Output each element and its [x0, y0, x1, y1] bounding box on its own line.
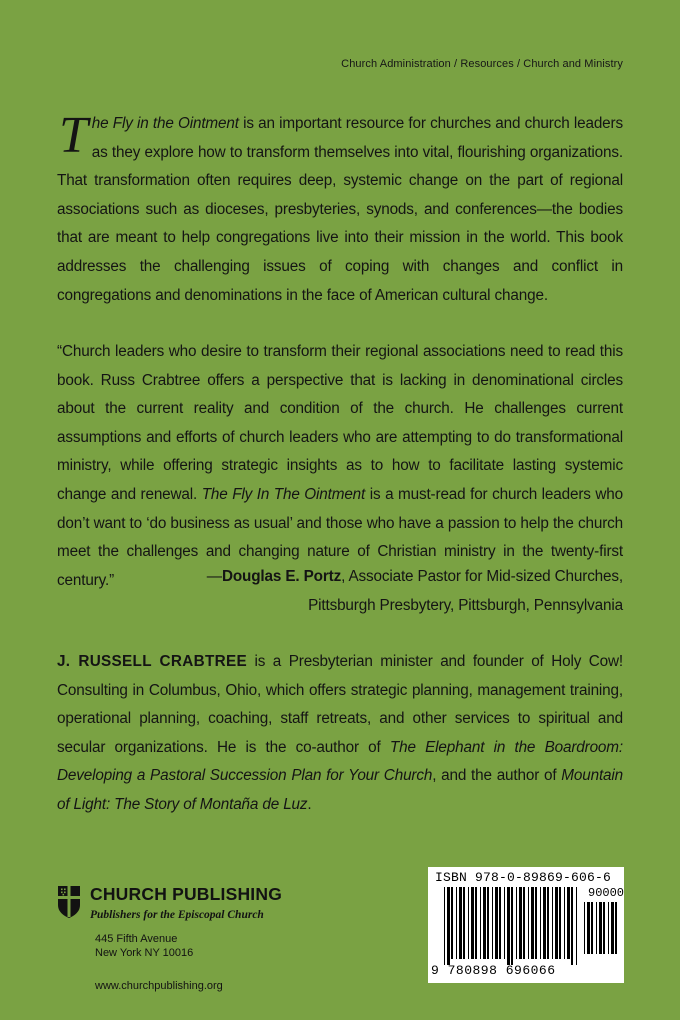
barcode-bar — [463, 887, 465, 959]
barcode-bar — [611, 902, 614, 954]
barcode-bar — [459, 887, 462, 959]
attribution-line-1 — [207, 562, 623, 591]
bio-text-2: , and the author of — [432, 767, 562, 785]
book-title: he Fly in the Ointment — [91, 115, 239, 132]
barcode-bar — [599, 902, 602, 954]
bio-text-1: is a Presbyterian minister and founder of Holy Cow! Consulting in Columbus, Ohio, which offers strategic planning, management training, operational planning, coaching, staff retreats, and other services to spiritual and secular organizations. He is the co-author of — [57, 653, 623, 756]
barcode-bar — [475, 887, 477, 959]
endorser-name: Douglas E. Portz — [221, 568, 342, 585]
barcode-bar — [528, 887, 529, 959]
barcode-bar — [516, 887, 517, 959]
book-description — [57, 107, 623, 310]
barcode-bar — [504, 887, 505, 959]
bio-text-3: . — [307, 795, 312, 813]
barcode-bar — [495, 887, 498, 959]
barcode-bar — [471, 887, 474, 959]
barcode-bar — [608, 902, 609, 954]
barcode-bar — [483, 887, 486, 959]
description-body: is an important resource for churches and church leaders as they explore how to transform themselves into vital, flourishing organizations. That transformation often requires deep, systemic change on the part of regional associations such as dioceses, presbyteries, synods, and conferences—the bodies that are meant to help congregations live into their mission in the world. This book addresses the challenging issues of coping with changes and conflict in congregations and denominations in the face of American cultural change. — [57, 115, 623, 304]
barcode-bar — [499, 887, 501, 959]
barcode-bar — [603, 902, 605, 954]
barcode-bar — [451, 887, 453, 959]
attribution-dash: — — [206, 568, 222, 585]
publisher-website: www.churchpublishing.org — [95, 980, 223, 992]
quote-part-1: “Church leaders who desire to transform their regional associations need to read this book. Russ Crabtree offers a perspective that is lacking in denominational circles about the current reality and condition of the church. He challenges current assumptions and efforts of church leaders who are attempting to do transformational ministry, while offering strategic insights as to how to facilitate lasting systemic change and renewal. — [57, 343, 623, 503]
barcode-bar — [511, 887, 513, 965]
quote-attribution — [207, 562, 623, 620]
barcode-bar — [523, 887, 525, 959]
barcode-bar — [552, 887, 553, 959]
barcode-bar — [559, 887, 561, 959]
endorsement-quote — [57, 338, 623, 595]
address-line-1: 445 Fifth Avenue — [95, 933, 178, 945]
barcode-bar — [596, 902, 597, 954]
endorser-role: , Associate Pastor for Mid-sized Churches, — [341, 568, 623, 585]
barcode-bar — [444, 887, 445, 965]
barcode-bar — [507, 887, 510, 965]
barcode-bar — [584, 902, 585, 954]
ean-digits: 9 780898 696066 — [431, 963, 556, 978]
endorser-location: Pittsburgh Presbytery, Pittsburgh, Pennsylvania — [308, 597, 623, 614]
barcode-bar — [615, 902, 617, 954]
price-code: 90000 — [588, 886, 625, 900]
author-bio — [57, 648, 623, 820]
barcode-bar — [492, 887, 493, 959]
category-label: Church Administration / Resources / Church and Ministry — [341, 58, 623, 70]
address-line-2: New York NY 10016 — [95, 946, 194, 959]
barcode-bar — [547, 887, 549, 959]
quote-book-title: The Fly In The Ointment — [201, 485, 366, 503]
bio-book-1: The Elephant in the Boardroom: Developing a Pastoral Succession Plan for Your Church — [57, 738, 623, 785]
quote-part-2: is a must-read for church leaders who don’t want to ‘do business as usual’ and those who have a passion to help the church meet the challenges and changing nature of Christian ministry in the twenty-first century.” — [57, 485, 623, 589]
barcode-bar — [564, 887, 565, 959]
bio-book-2: Mountain of Light: The Story of Montaña de Luz — [57, 767, 624, 813]
author-name: J. RUSSELL CRABTREE — [57, 653, 247, 670]
isbn-label: ISBN 978-0-89869-606-6 — [435, 870, 612, 885]
barcode-bar — [571, 887, 573, 965]
barcode-bar — [447, 887, 450, 965]
barcode-bar — [487, 887, 489, 959]
episcopal-shield-icon — [57, 885, 81, 919]
publisher-name: CHURCH PUBLISHING — [90, 884, 283, 904]
barcode-bar — [587, 902, 590, 954]
barcode-bar — [543, 887, 546, 959]
isbn-barcode — [428, 867, 624, 983]
publisher-tagline: Publishers for the Episcopal Church — [90, 909, 264, 921]
barcode-bar — [540, 887, 541, 959]
barcode-bar — [567, 887, 570, 959]
addon-barcode-icon — [584, 902, 620, 960]
barcode-bar — [468, 887, 469, 959]
barcode-bar — [555, 887, 558, 959]
barcode-bar — [531, 887, 534, 959]
barcode-bar — [535, 887, 537, 959]
barcode-bar — [480, 887, 481, 959]
publisher-address — [95, 933, 193, 960]
barcode-bar — [519, 887, 522, 959]
barcode-bars-icon — [444, 887, 580, 965]
barcode-bar — [456, 887, 457, 959]
barcode-bar — [576, 887, 577, 965]
drop-cap: T — [59, 107, 88, 164]
barcode-bar — [591, 902, 593, 954]
